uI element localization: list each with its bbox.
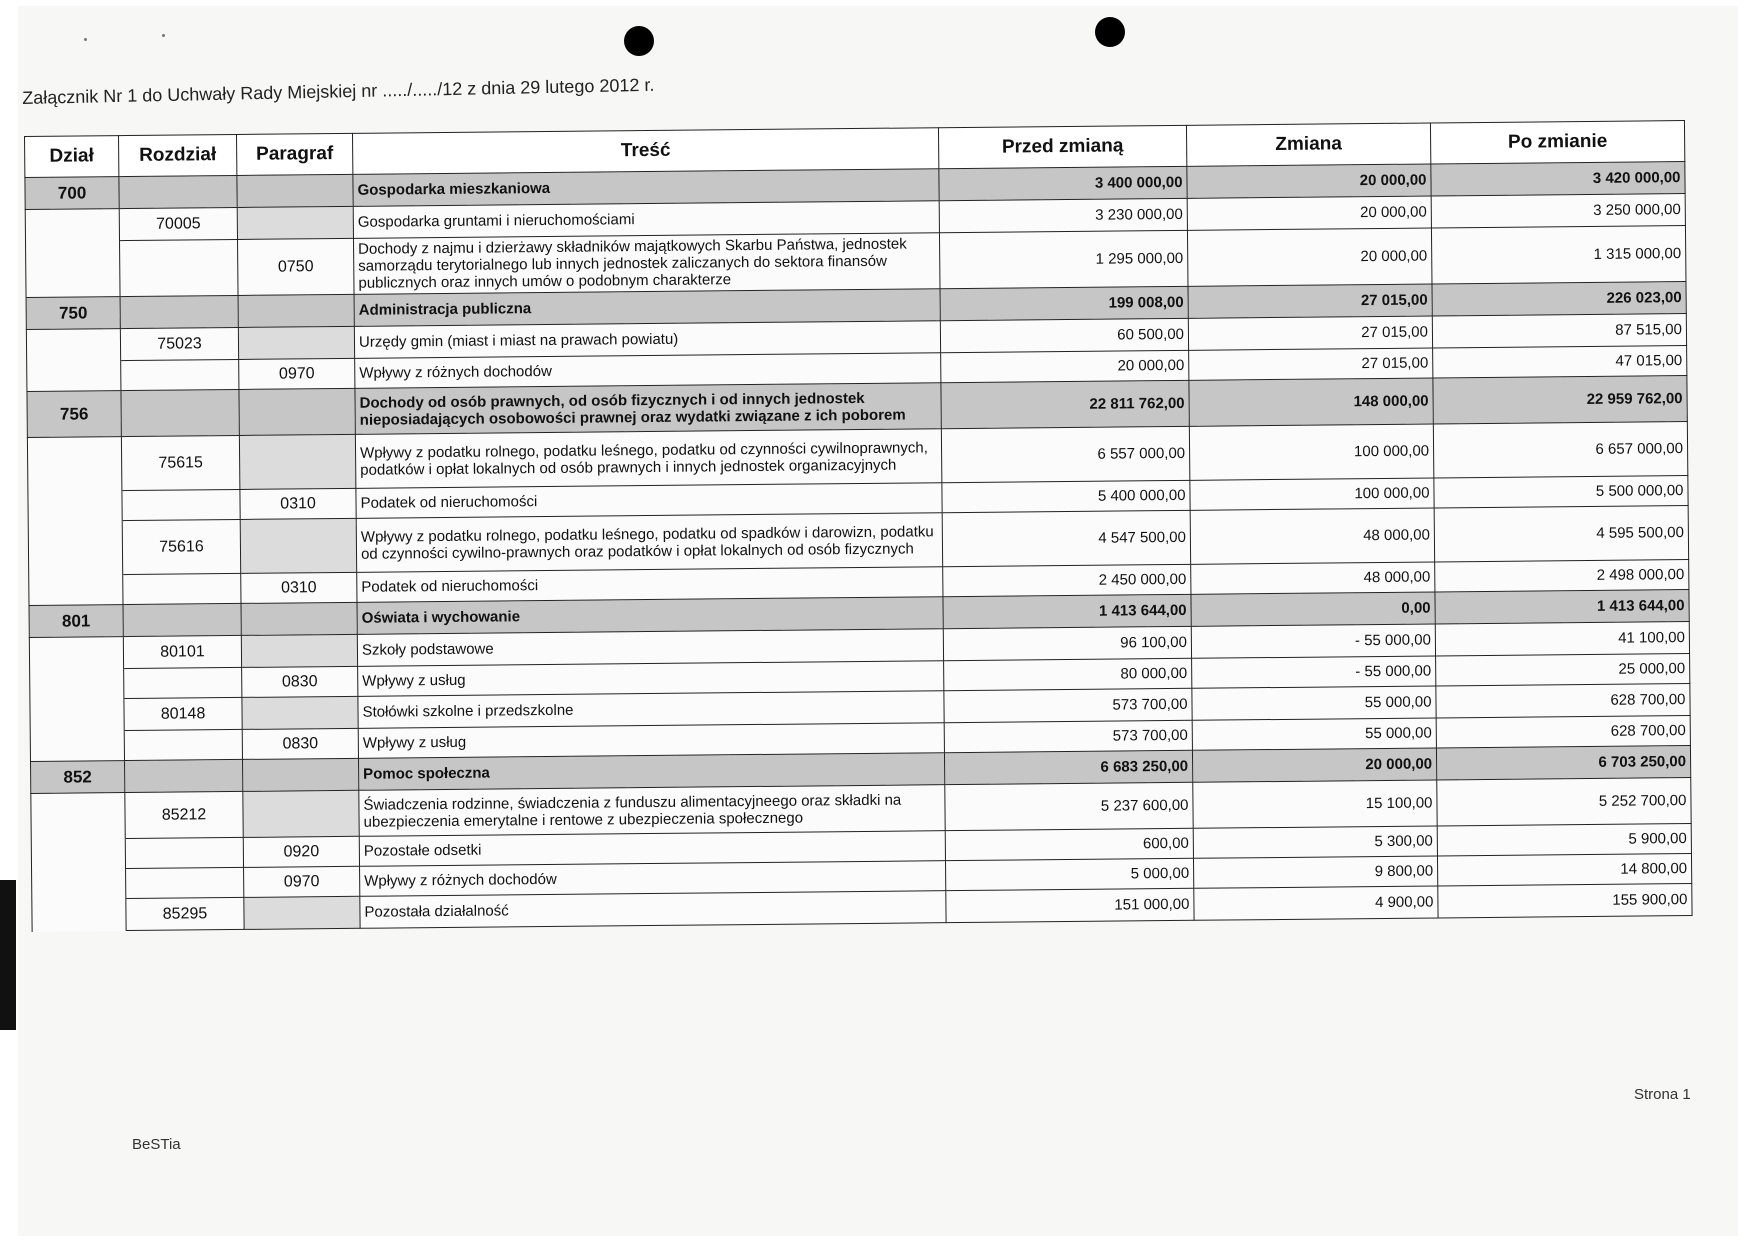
cell-dzial bbox=[31, 793, 125, 840]
cell-rozdzial: 80148 bbox=[124, 697, 242, 730]
cell-przed-zmiana: 573 700,00 bbox=[944, 720, 1192, 752]
cell-paragraf: 0310 bbox=[240, 488, 356, 519]
cell-zmiana: 15 100,00 bbox=[1193, 780, 1437, 828]
cell-przed-zmiana: 3 400 000,00 bbox=[939, 166, 1187, 200]
cell-paragraf: 0970 bbox=[244, 866, 360, 897]
cell-rozdzial bbox=[125, 837, 243, 868]
cell-dzial bbox=[32, 869, 126, 900]
cell-po-zmianie: 5 500 000,00 bbox=[1434, 476, 1688, 508]
header-zmiana: Zmiana bbox=[1186, 123, 1430, 166]
cell-tresc: Pomoc społeczna bbox=[358, 753, 944, 791]
header-tresc: Treść bbox=[352, 128, 938, 175]
cell-zmiana: - 55 000,00 bbox=[1191, 624, 1435, 658]
document-caption: Załącznik Nr 1 do Uchwały Rady Miejskiej nr ...../...../12 z dnia 29 lutego 2012 r. bbox=[22, 74, 655, 108]
cell-paragraf: 0830 bbox=[242, 728, 358, 759]
header-rozdzial: Rozdział bbox=[119, 134, 237, 176]
cell-zmiana: 100 000,00 bbox=[1189, 424, 1434, 480]
cell-paragraf: 0830 bbox=[242, 666, 358, 697]
cell-rozdzial bbox=[122, 489, 240, 520]
cell-rozdzial bbox=[120, 239, 239, 296]
cell-rozdzial bbox=[124, 667, 242, 698]
cell-paragraf: 0920 bbox=[243, 836, 359, 867]
cell-przed-zmiana: 5 400 000,00 bbox=[942, 480, 1190, 512]
cell-po-zmianie: 1 315 000,00 bbox=[1431, 226, 1686, 284]
cell-dzial bbox=[30, 699, 124, 732]
cell-tresc: Wpływy z usług bbox=[358, 723, 944, 759]
cell-zmiana: 55 000,00 bbox=[1192, 686, 1436, 720]
cell-przed-zmiana: 600,00 bbox=[945, 828, 1193, 860]
cell-po-zmianie: 3 250 000,00 bbox=[1431, 194, 1685, 228]
cell-zmiana: 20 000,00 bbox=[1187, 196, 1431, 230]
cell-zmiana: 4 900,00 bbox=[1194, 886, 1438, 920]
budget-table bbox=[24, 120, 1693, 932]
cell-dzial bbox=[27, 361, 121, 392]
cell-tresc: Podatek od nieruchomości bbox=[356, 483, 942, 519]
cell-po-zmianie: 5 252 700,00 bbox=[1437, 778, 1691, 826]
cell-tresc: Dochody z najmu i dzierżawy składników majątkowych Skarbu Państwa, jednostek samorządu terytorialnego lub innych jednostek zaliczanych do sektora finansów publicznych oraz innych umów o podobnym charakterze bbox=[353, 233, 940, 295]
cell-tresc: Administracja publiczna bbox=[354, 289, 940, 327]
cell-po-zmianie: 6 657 000,00 bbox=[1433, 422, 1688, 478]
header-paragraf: Paragraf bbox=[236, 133, 352, 175]
cell-tresc: Pozostała działalność bbox=[360, 891, 946, 929]
cell-tresc: Wpływy z usług bbox=[358, 661, 944, 697]
cell-rozdzial: 80101 bbox=[123, 635, 241, 668]
cell-paragraf bbox=[242, 758, 358, 791]
cell-rozdzial: 75616 bbox=[122, 519, 241, 574]
cell-zmiana: 20 000,00 bbox=[1192, 748, 1436, 782]
cell-przed-zmiana: 5 237 600,00 bbox=[945, 782, 1193, 830]
punch-hole-left bbox=[624, 26, 654, 56]
cell-po-zmianie: 41 100,00 bbox=[1435, 622, 1689, 656]
cell-rozdzial bbox=[123, 603, 241, 636]
cell-przed-zmiana: 1 413 644,00 bbox=[943, 594, 1191, 628]
cell-paragraf bbox=[241, 602, 357, 635]
cell-dzial: 756 bbox=[27, 391, 121, 438]
cell-zmiana: 27 015,00 bbox=[1189, 348, 1433, 380]
cell-rozdzial bbox=[124, 729, 242, 760]
cell-rozdzial: 75615 bbox=[121, 435, 240, 490]
cell-paragraf bbox=[237, 206, 353, 239]
cell-tresc: Wpływy z różnych dochodów bbox=[360, 861, 946, 897]
cell-zmiana: 100 000,00 bbox=[1190, 478, 1434, 510]
cell-paragraf bbox=[240, 518, 357, 573]
cell-zmiana: 55 000,00 bbox=[1192, 718, 1436, 750]
cell-rozdzial bbox=[121, 359, 239, 390]
budget-table-body bbox=[25, 162, 1692, 932]
cell-przed-zmiana: 6 557 000,00 bbox=[941, 426, 1190, 482]
cell-przed-zmiana: 96 100,00 bbox=[943, 626, 1191, 660]
scan-speck bbox=[84, 38, 87, 41]
cell-zmiana: 27 015,00 bbox=[1188, 316, 1432, 350]
cell-paragraf bbox=[243, 790, 359, 837]
header-po-zmianie: Po zmianie bbox=[1430, 121, 1684, 164]
cell-po-zmianie: 6 703 250,00 bbox=[1436, 746, 1690, 780]
cell-tresc: Dochody od osób prawnych, od osób fizycznych i od innych jednostek nieposiadających osobowości prawnej oraz wydatki związane z ich poborem bbox=[355, 383, 941, 435]
cell-po-zmianie: 14 800,00 bbox=[1437, 854, 1691, 886]
cell-po-zmianie: 155 900,00 bbox=[1438, 884, 1692, 918]
software-name: BeSTia bbox=[132, 1136, 181, 1153]
cell-dzial bbox=[27, 437, 122, 492]
cell-przed-zmiana: 199 008,00 bbox=[940, 286, 1188, 320]
punch-hole-right bbox=[1095, 17, 1125, 47]
header-dzial: Dział bbox=[25, 136, 119, 178]
cell-zmiana: 48 000,00 bbox=[1190, 508, 1435, 564]
cell-tresc: Gospodarka gruntami i nieruchomościami bbox=[353, 201, 939, 239]
cell-dzial: 750 bbox=[26, 297, 120, 330]
cell-zmiana: - 55 000,00 bbox=[1192, 656, 1436, 688]
cell-dzial bbox=[29, 575, 123, 606]
cell-po-zmianie: 628 700,00 bbox=[1436, 684, 1690, 718]
cell-po-zmianie: 226 023,00 bbox=[1432, 282, 1686, 316]
cell-po-zmianie: 87 515,00 bbox=[1432, 314, 1686, 348]
cell-tresc: Urzędy gmin (miast i miast na prawach powiatu) bbox=[354, 321, 940, 359]
cell-dzial bbox=[26, 241, 121, 298]
cell-tresc: Podatek od nieruchomości bbox=[357, 567, 943, 603]
budget-sheet bbox=[24, 120, 1692, 932]
cell-po-zmianie: 5 900,00 bbox=[1437, 824, 1691, 856]
header-przed-zmiana: Przed zmianą bbox=[938, 125, 1186, 168]
cell-paragraf bbox=[238, 294, 354, 327]
cell-rozdzial: 70005 bbox=[119, 207, 237, 240]
cell-przed-zmiana: 20 000,00 bbox=[941, 350, 1189, 382]
cell-zmiana: 20 000,00 bbox=[1187, 228, 1432, 286]
cell-paragraf bbox=[239, 434, 356, 489]
cell-rozdzial bbox=[123, 573, 241, 604]
cell-tresc: Gospodarka mieszkaniowa bbox=[353, 169, 939, 207]
cell-zmiana: 27 015,00 bbox=[1188, 284, 1432, 318]
cell-przed-zmiana: 4 547 500,00 bbox=[942, 510, 1191, 566]
cell-tresc: Szkoły podstawowe bbox=[357, 629, 943, 667]
cell-zmiana: 20 000,00 bbox=[1187, 164, 1431, 198]
cell-po-zmianie: 2 498 000,00 bbox=[1435, 560, 1689, 592]
cell-przed-zmiana: 2 450 000,00 bbox=[943, 564, 1191, 596]
cell-dzial: 700 bbox=[25, 177, 119, 210]
cell-przed-zmiana: 1 295 000,00 bbox=[939, 230, 1188, 288]
page-number: Strona 1 bbox=[1634, 1086, 1691, 1103]
cell-rozdzial bbox=[124, 759, 242, 792]
cell-rozdzial bbox=[121, 389, 239, 436]
cell-dzial bbox=[32, 899, 126, 932]
cell-tresc: Pozostałe odsetki bbox=[359, 831, 945, 867]
cell-paragraf bbox=[238, 326, 354, 359]
cell-tresc: Oświata i wychowanie bbox=[357, 597, 943, 635]
scan-edge-shadow bbox=[0, 880, 16, 1030]
cell-przed-zmiana: 80 000,00 bbox=[944, 658, 1192, 690]
cell-dzial bbox=[29, 637, 123, 670]
cell-tresc: Świadczenia rodzinne, świadczenia z funduszu alimentacyjneego oraz składki na ubezpieczenia emerytalne i rentowe z ubezpieczenia społecznego bbox=[359, 785, 945, 837]
cell-paragraf bbox=[237, 174, 353, 207]
cell-dzial bbox=[26, 329, 120, 362]
cell-przed-zmiana: 151 000,00 bbox=[946, 888, 1194, 922]
cell-paragraf: 0970 bbox=[239, 358, 355, 389]
cell-po-zmianie: 47 015,00 bbox=[1433, 346, 1687, 378]
cell-po-zmianie: 25 000,00 bbox=[1436, 654, 1690, 686]
cell-dzial bbox=[28, 521, 123, 576]
cell-rozdzial bbox=[120, 295, 238, 328]
cell-po-zmianie: 22 959 762,00 bbox=[1433, 376, 1687, 424]
cell-rozdzial: 85295 bbox=[126, 897, 244, 930]
cell-dzial bbox=[28, 491, 122, 522]
cell-po-zmianie: 3 420 000,00 bbox=[1431, 162, 1685, 196]
cell-przed-zmiana: 3 230 000,00 bbox=[939, 198, 1187, 232]
cell-rozdzial: 75023 bbox=[120, 327, 238, 360]
cell-zmiana: 148 000,00 bbox=[1189, 378, 1433, 426]
cell-tresc: Wpływy z podatku rolnego, podatku leśnego, podatku od spadków i darowizn, podatku od czynności cywilno-prawnych oraz podatków i opłat lokalnych od osób fizycznych bbox=[356, 513, 942, 573]
cell-dzial bbox=[30, 731, 124, 762]
cell-dzial: 852 bbox=[31, 761, 125, 794]
cell-po-zmianie: 628 700,00 bbox=[1436, 716, 1690, 748]
cell-rozdzial: 85212 bbox=[125, 791, 243, 838]
cell-zmiana: 5 300,00 bbox=[1193, 826, 1437, 858]
cell-tresc: Stołówki szkolne i przedszkolne bbox=[358, 691, 944, 729]
cell-przed-zmiana: 5 000,00 bbox=[945, 858, 1193, 890]
cell-przed-zmiana: 60 500,00 bbox=[940, 318, 1188, 352]
cell-po-zmianie: 4 595 500,00 bbox=[1434, 506, 1689, 562]
cell-paragraf: 0750 bbox=[238, 238, 355, 295]
cell-rozdzial bbox=[126, 867, 244, 898]
cell-dzial: 801 bbox=[29, 605, 123, 638]
cell-przed-zmiana: 6 683 250,00 bbox=[944, 750, 1192, 784]
cell-tresc: Wpływy z podatku rolnego, podatku leśnego, podatku od czynności cywilnoprawnych, podatków i opłat lokalnych od osób prawnych i innych jednostek organizacyjnych bbox=[355, 429, 941, 489]
cell-zmiana: 48 000,00 bbox=[1191, 562, 1435, 594]
cell-paragraf bbox=[244, 896, 360, 929]
cell-paragraf: 0310 bbox=[241, 572, 357, 603]
cell-dzial bbox=[31, 839, 125, 870]
cell-paragraf bbox=[242, 696, 358, 729]
cell-dzial bbox=[25, 209, 119, 242]
cell-dzial bbox=[30, 669, 124, 700]
cell-tresc: Wpływy z różnych dochodów bbox=[355, 353, 941, 389]
cell-przed-zmiana: 22 811 762,00 bbox=[941, 380, 1189, 428]
scan-speck bbox=[162, 34, 165, 37]
cell-paragraf bbox=[241, 634, 357, 667]
cell-przed-zmiana: 573 700,00 bbox=[944, 688, 1192, 722]
cell-paragraf bbox=[239, 388, 355, 435]
cell-zmiana: 0,00 bbox=[1191, 592, 1435, 626]
cell-rozdzial bbox=[119, 175, 237, 208]
cell-zmiana: 9 800,00 bbox=[1193, 856, 1437, 888]
cell-po-zmianie: 1 413 644,00 bbox=[1435, 590, 1689, 624]
